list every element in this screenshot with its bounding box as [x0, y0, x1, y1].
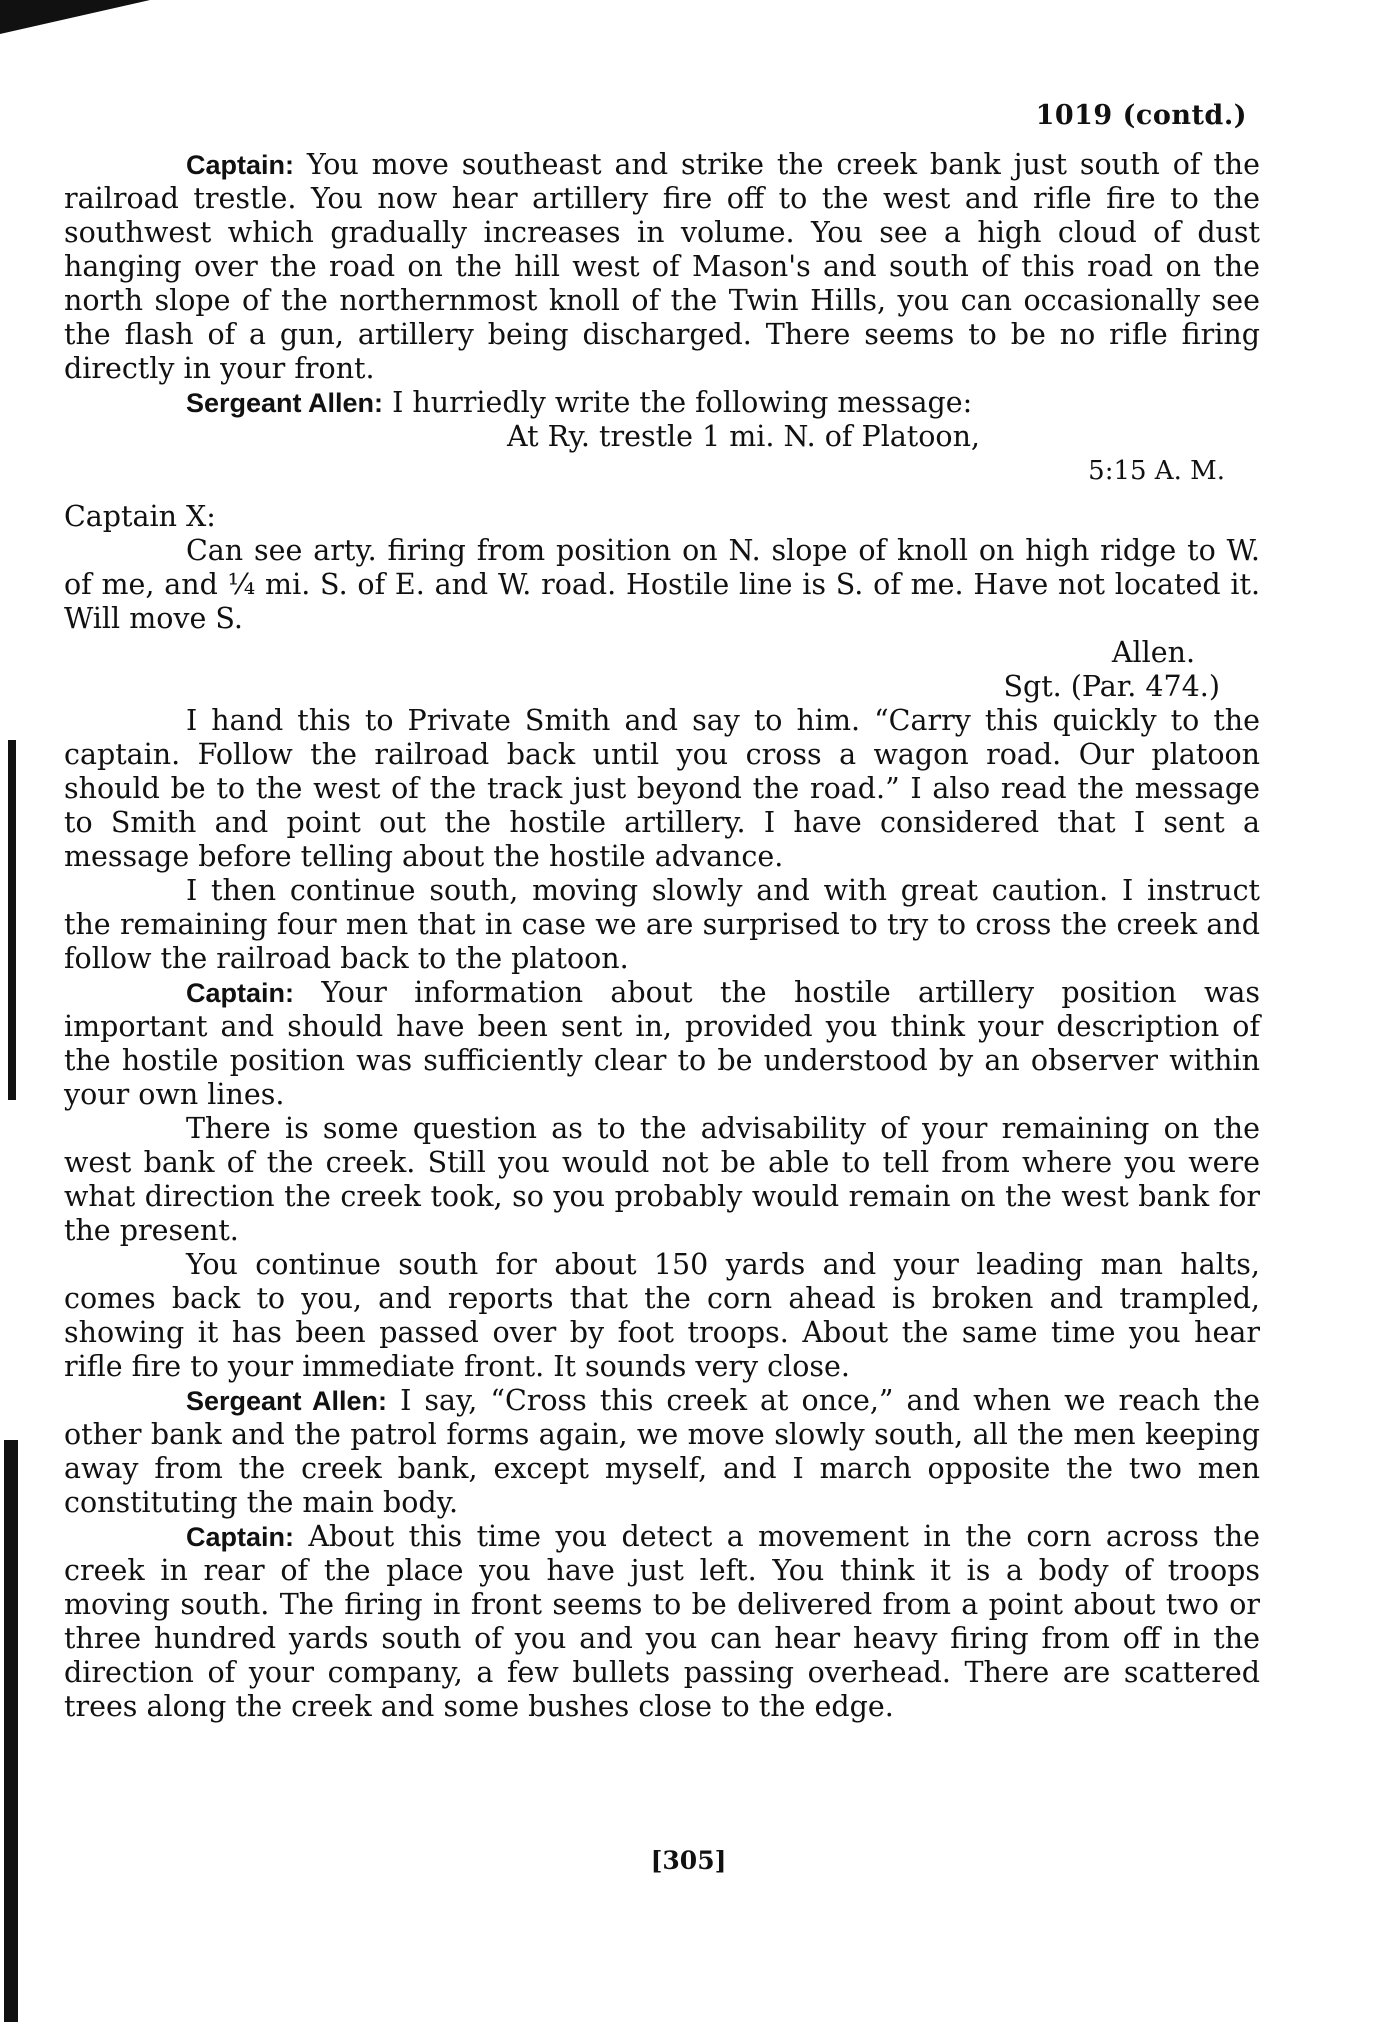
paragraph-5 [64, 976, 1260, 1112]
paragraph-7 [64, 1248, 1260, 1384]
message-salutation: Captain X: [64, 500, 216, 533]
scan-edge-mark-upper [8, 740, 16, 1100]
paragraph-1 [64, 148, 1260, 386]
message-signature-note: Sgt. (Par. 474.) [1003, 670, 1220, 703]
paragraph-4 [64, 874, 1260, 976]
speaker-label: Captain: [186, 978, 294, 1008]
speaker-label: Captain: [186, 1522, 294, 1552]
paragraph-3 [64, 704, 1260, 874]
message-time: 5:15 A. M. [1088, 456, 1225, 486]
paragraph-8 [64, 1384, 1260, 1520]
paragraph-text: There is some question as to the advisability of your remaining on the west bank of the creek. Still you would not be able to tell from where you were what direction the creek took, so you probably would remain on the west bank for the present. [64, 1112, 1260, 1247]
paragraph-9 [64, 1520, 1260, 1724]
paragraph-text: Your information about the hostile artillery position was important and should have been sent in, provided you think your description of the hostile position was sufficiently clear to be understood by an observer within your own lines. [64, 976, 1260, 1111]
message-body: Can see arty. firing from position on N. slope of knoll on high ridge to W. of me, and ¼ mi. S. of E. and W. road. Hostile line is S. of me. Have not located it. Will move S. [64, 534, 1260, 635]
speaker-label: Sergeant Allen: [186, 388, 384, 418]
paragraph-text: I then continue south, moving slowly and with great caution. I instruct the remaining four men that in case we are surprised to try to cross the creek and follow the railroad back to the platoon. [64, 874, 1260, 975]
message-signature: Allen. [1111, 636, 1195, 669]
scan-edge-mark-lower [4, 1440, 18, 2022]
paragraph-text: You continue south for about 150 yards and your leading man halts, comes back to you, and reports that the corn ahead is broken and trampled, showing it has been passed over by foot troops. About the same time you hear rifle fire to your immediate front. It sounds very close. [64, 1248, 1260, 1383]
page-body [64, 148, 1260, 1724]
section-header: 1019 (contd.) [1035, 100, 1247, 131]
paragraph-text: You move southeast and strike the creek bank just south of the railroad trestle. You now hear artillery fire off to the west and rifle fire to the southwest which gradually increases in volume. You see a high cloud of dust hanging over the road on the hill west of Mason's and south of this road on the north slope of the northernmost knoll of the Twin Hills, you can occasionally see the flash of a gun, artillery being discharged. There seems to be no rifle firing directly in your front. [64, 148, 1260, 385]
paragraph-6 [64, 1112, 1260, 1248]
paragraph-2 [64, 386, 1260, 420]
paragraph-text: About this time you detect a movement in the corn across the creek in rear of the place you have just left. You think it is a body of troops moving south. The firing in front seems to be delivered from a point about two or three hundred yards south of you and you can hear heavy firing from off in the direction of your company, a few bullets passing overhead. There are scattered trees along the creek and some bushes close to the edge. [64, 1520, 1260, 1723]
speaker-label: Captain: [186, 150, 294, 180]
paragraph-text: I say, “Cross this creek at once,” and when we reach the other bank and the patrol forms again, we move slowly south, all the men keeping away from the creek bank, except myself, and I march opposite the two men constituting the main body. [64, 1384, 1260, 1519]
scan-corner-mark [0, 0, 150, 34]
paragraph-text: I hurriedly write the following message: [383, 386, 973, 419]
paragraph-text: I hand this to Private Smith and say to him. “Carry this quickly to the captain. Follow the railroad back until you cross a wagon road. Our platoon should be to the west of the track just beyond the road.” I also read the message to Smith and point out the hostile artillery. I have considered that I sent a message before telling about the hostile advance. [64, 704, 1260, 873]
message-heading: At Ry. trestle 1 mi. N. of Platoon, [507, 420, 980, 453]
page-number: [305] [650, 1846, 727, 1875]
speaker-label: Sergeant Allen: [186, 1386, 388, 1416]
